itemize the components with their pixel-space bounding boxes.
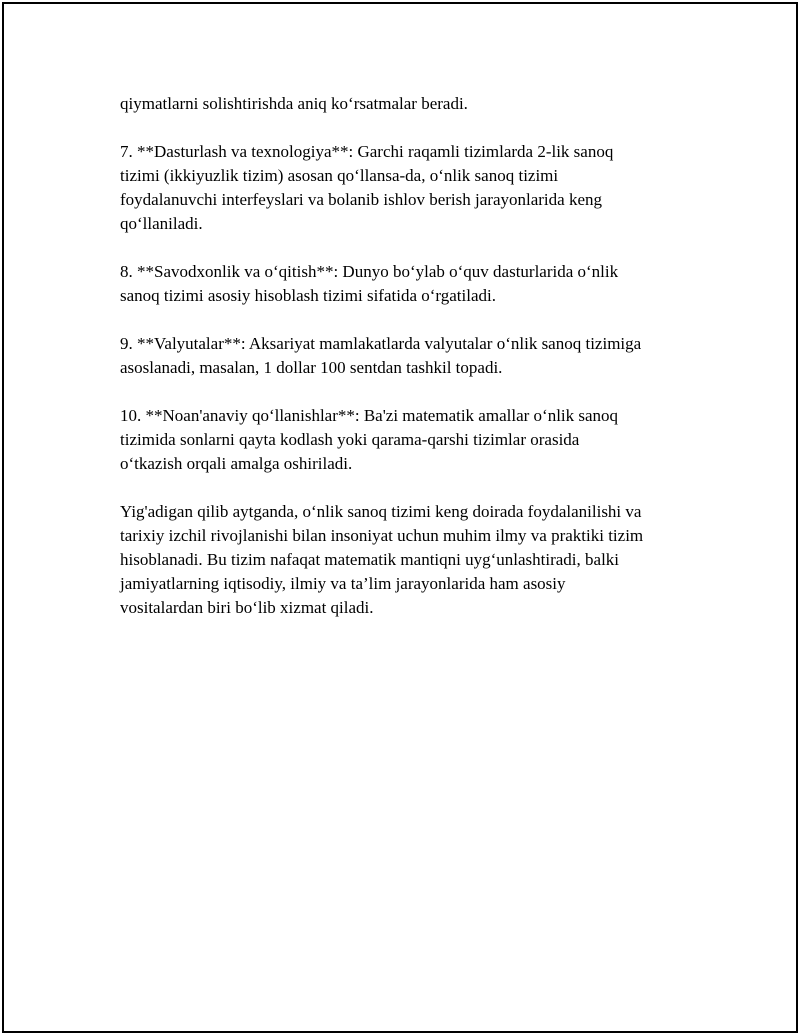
paragraph-item-8: 8. **Savodxonlik va o‘qitish**: Dunyo bo‘ylab o‘quv dasturlarida o‘nlik sanoq tizimi asosiy hisoblash tizimi sifatida o‘rgatiladi. [120, 262, 619, 305]
paragraph-item-9: 9. **Valyutalar**: Aksariyat mamlakatlarda valyutalar o‘nlik sanoq tizimiga asoslanadi, masalan, 1 dollar 100 sentdan tashkil topadi. [120, 334, 642, 377]
page-frame [2, 2, 798, 1033]
paragraph-conclusion: Yig'adigan qilib aytganda, o‘nlik sanoq tizimi keng doirada foydalanilishi va tarixiy izchil rivojlanishi bilan insoniyat uchun muhim ilmy va praktiki tizim hisoblanadi. Bu tizim nafaqat matematik mantiqni uyg‘unlashtiradi, balki jamiyatlarning iqtisodiy, ilmiy va ta’lim jarayonlarida ham asosiy vositalardan biri bo‘lib xizmat qiladi. [120, 502, 644, 617]
paragraph-item-10: 10. **Noan'anaviy qo‘llanishlar**: Ba'zi matematik amallar o‘nlik sanoq tizimida sonlarni qayta kodlash yoki qarama-qarshi tizimlar orasida o‘tkazish orqali amalga oshiriladi. [120, 406, 619, 473]
page-content [120, 92, 700, 620]
paragraph-item-7: 7. **Dasturlash va texnologiya**: Garchi raqamli tizimlarda 2-lik sanoq tizimi (ikkiyuzlik tizim) asosan qo‘llansa-da, o‘nlik sanoq tizimi foydalanuvchi interfeyslari va bolanib ishlov berish jarayonlarida keng qo‘llaniladi. [120, 142, 614, 233]
paragraph-continuation: qiymatlarni solishtirishda aniq ko‘rsatmalar beradi. [120, 94, 468, 113]
